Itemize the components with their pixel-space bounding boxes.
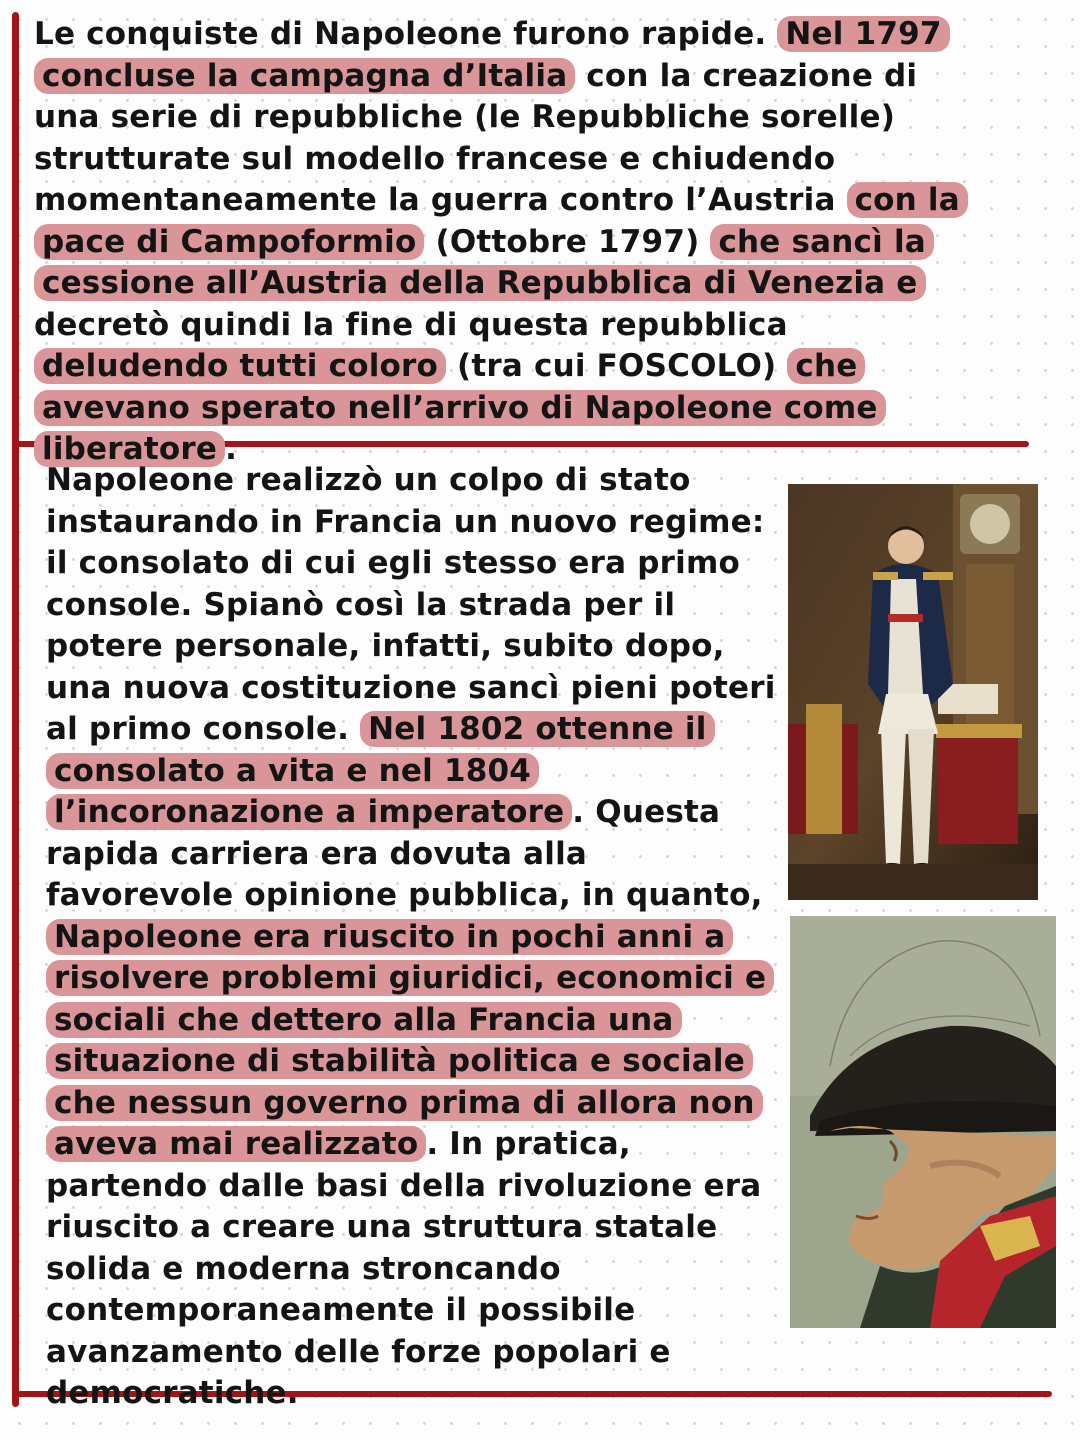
highlighted-text: che avevano sperato nell’arrivo di Napoleone come liberatore [34, 348, 886, 467]
section-2-text [46, 460, 784, 1415]
highlighted-text: con la pace di Campoformio [34, 182, 968, 260]
highlighted-text: Napoleone era riuscito in pochi anni a risolvere problemi giuridici, economici e sociali che dettero alla Francia una situazione di stabilità politica e sociale che nessun governo prima di allora non aveva mai realizzato [46, 919, 774, 1163]
body-text: (tra cui FOSCOLO) [446, 348, 788, 384]
highlighted-text: che sancì la cessione all’Austria della Repubblica di Venezia e [34, 224, 934, 302]
margin-vertical-line [12, 12, 19, 1407]
body-text: con la creazione di una serie di repubbliche (le Repubbliche sorelle) strutturate sul modello francese e chiudendo momentaneamente la guerra contro l’Austria [34, 57, 918, 218]
body-text: . In pratica, partendo dalle basi della rivoluzione era riuscito a creare una struttura statale solida e moderna stroncando contemporaneamente il possibile avanzamento delle forze popolari e democratiche. [46, 1126, 762, 1411]
body-text: Le conquiste di Napoleone furono rapide. [34, 16, 778, 52]
body-text: (Ottobre 1797) [424, 223, 711, 260]
body-text: . [225, 431, 238, 467]
napoleon-study-portrait [788, 484, 1038, 900]
body-text: Napoleone realizzò un colpo di stato instaurando in Francia un nuovo regime: il consolato di cui egli stesso era primo console. Spianò così la strada per il potere personale, infatti, subito dopo, una nuova costituzione sancì pieni poteri al primo console. [46, 462, 776, 747]
body-text: decretò quindi la fine di questa repubblica [34, 306, 788, 343]
highlighted-text: Nel 1802 ottenne il consolato a vita e nel 1804 l’incoronazione a imperatore [46, 711, 715, 830]
body-text: . Questa rapida carriera era dovuta alla favorevole opinione pubblica, in quanto, [46, 794, 763, 913]
napoleon-profile-portrait [790, 916, 1056, 1328]
highlighted-text: deludendo tutti coloro [34, 348, 446, 384]
section-1-text [34, 14, 962, 471]
highlighted-text: Nel 1797 concluse la campagna d’Italia [34, 16, 950, 94]
